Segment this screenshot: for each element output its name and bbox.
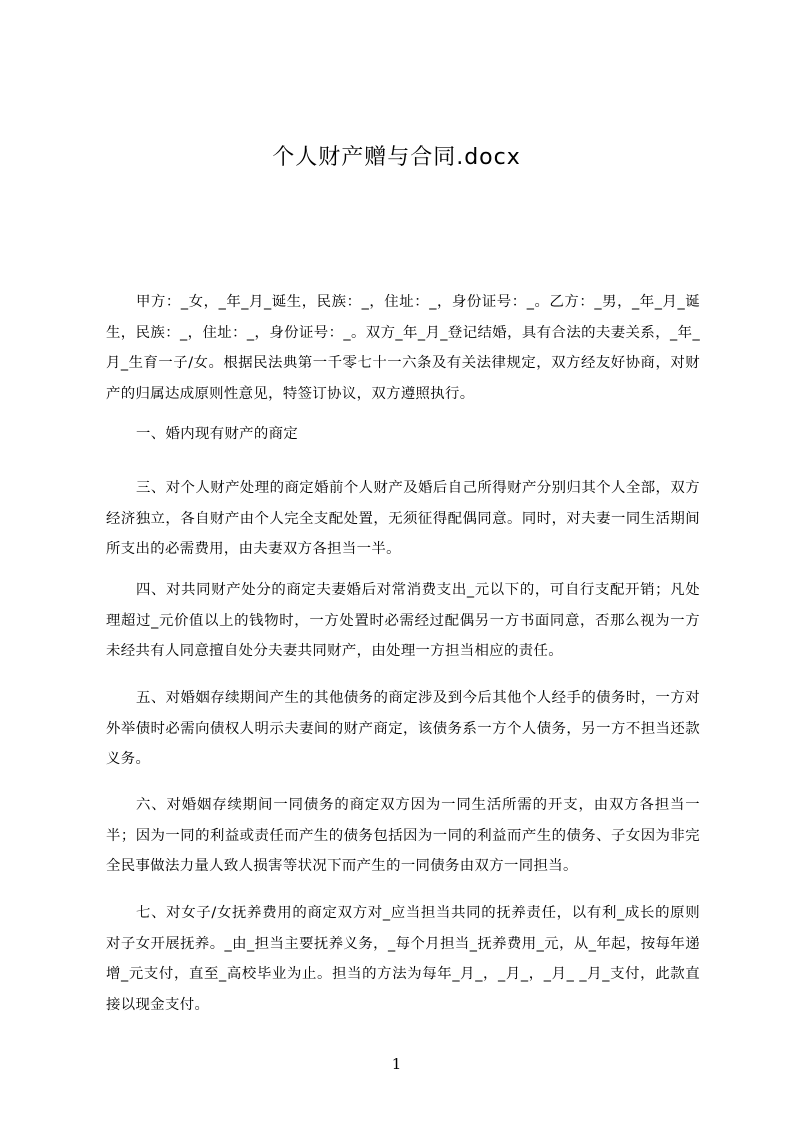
section-heading bbox=[106, 419, 700, 450]
page-number: 1 bbox=[391, 1055, 402, 1073]
section-heading-text: 一、婚内现有财产的商定 bbox=[136, 426, 299, 442]
clause-text: 三、对个人财产处理的商定婚前个人财产及婚后自己所得财产分别归其个人全部，双方经济独立，各自财产由个人完全支配处置，无须征得配偶同意。同时，对夫妻一同生活期间所支出的必需费用，由夫妻双方各担当一半。 bbox=[106, 480, 700, 557]
clause-6 bbox=[106, 790, 700, 882]
clause-7 bbox=[106, 898, 700, 1020]
paragraph-preamble bbox=[106, 287, 700, 409]
paragraph-text: 甲方：_女，_年_月_诞生，民族：_，住址：_，身份证号：_。乙方：_男，_年_月_诞生，民族：_，住址：_，身份证号：_。双方_年_月_登记结婚，具有合法的夫妻关系，_年_月_生育一子/女。根据民法典第一千零七十一六条及有关法律规定，双方经友好协商，对财产的归属达成原则性意见，特签订协议，双方遵照执行。 bbox=[106, 294, 700, 402]
document-title: 个人财产赠与合同.docx bbox=[272, 145, 521, 170]
clause-5 bbox=[106, 683, 700, 775]
clause-3 bbox=[106, 473, 700, 565]
clause-4 bbox=[106, 575, 700, 667]
clause-text: 五、对婚姻存续期间产生的其他债务的商定涉及到今后其他个人经手的债务时，一方对外举债时必需向债权人明示夫妻间的财产商定，该债务系一方个人债务，另一方不担当还款义务。 bbox=[106, 690, 700, 767]
clause-text: 七、对女子/女抚养费用的商定双方对_应当担当共同的抚养责任，以有利_成长的原则对子女开展抚养。_由_担当主要抚养义务，_每个月担当_抚养费用_元，从_年起，按每年递增_元支付，直至_高校毕业为止。担当的方法为每年_月_，_月_，_月_ _月_支付，此款直接以现金支付。 bbox=[106, 905, 700, 1013]
clause-text: 四、对共同财产处分的商定夫妻婚后对常消费支出_元以下的，可自行支配开销；凡处理超过_元价值以上的钱物时，一方处置时必需经过配偶另一方书面同意，否那么视为一方未经共有人同意擅自处分夫妻共同财产，由处理一方担当相应的责任。 bbox=[106, 582, 700, 659]
clause-text: 六、对婚姻存续期间一同债务的商定双方因为一同生活所需的开支，由双方各担当一半；因为一同的利益或责任而产生的债务包括因为一同的利益而产生的债务、子女因为非完全民事做法力量人致人损害等状况下而产生的一同债务由双方一同担当。 bbox=[106, 797, 700, 874]
